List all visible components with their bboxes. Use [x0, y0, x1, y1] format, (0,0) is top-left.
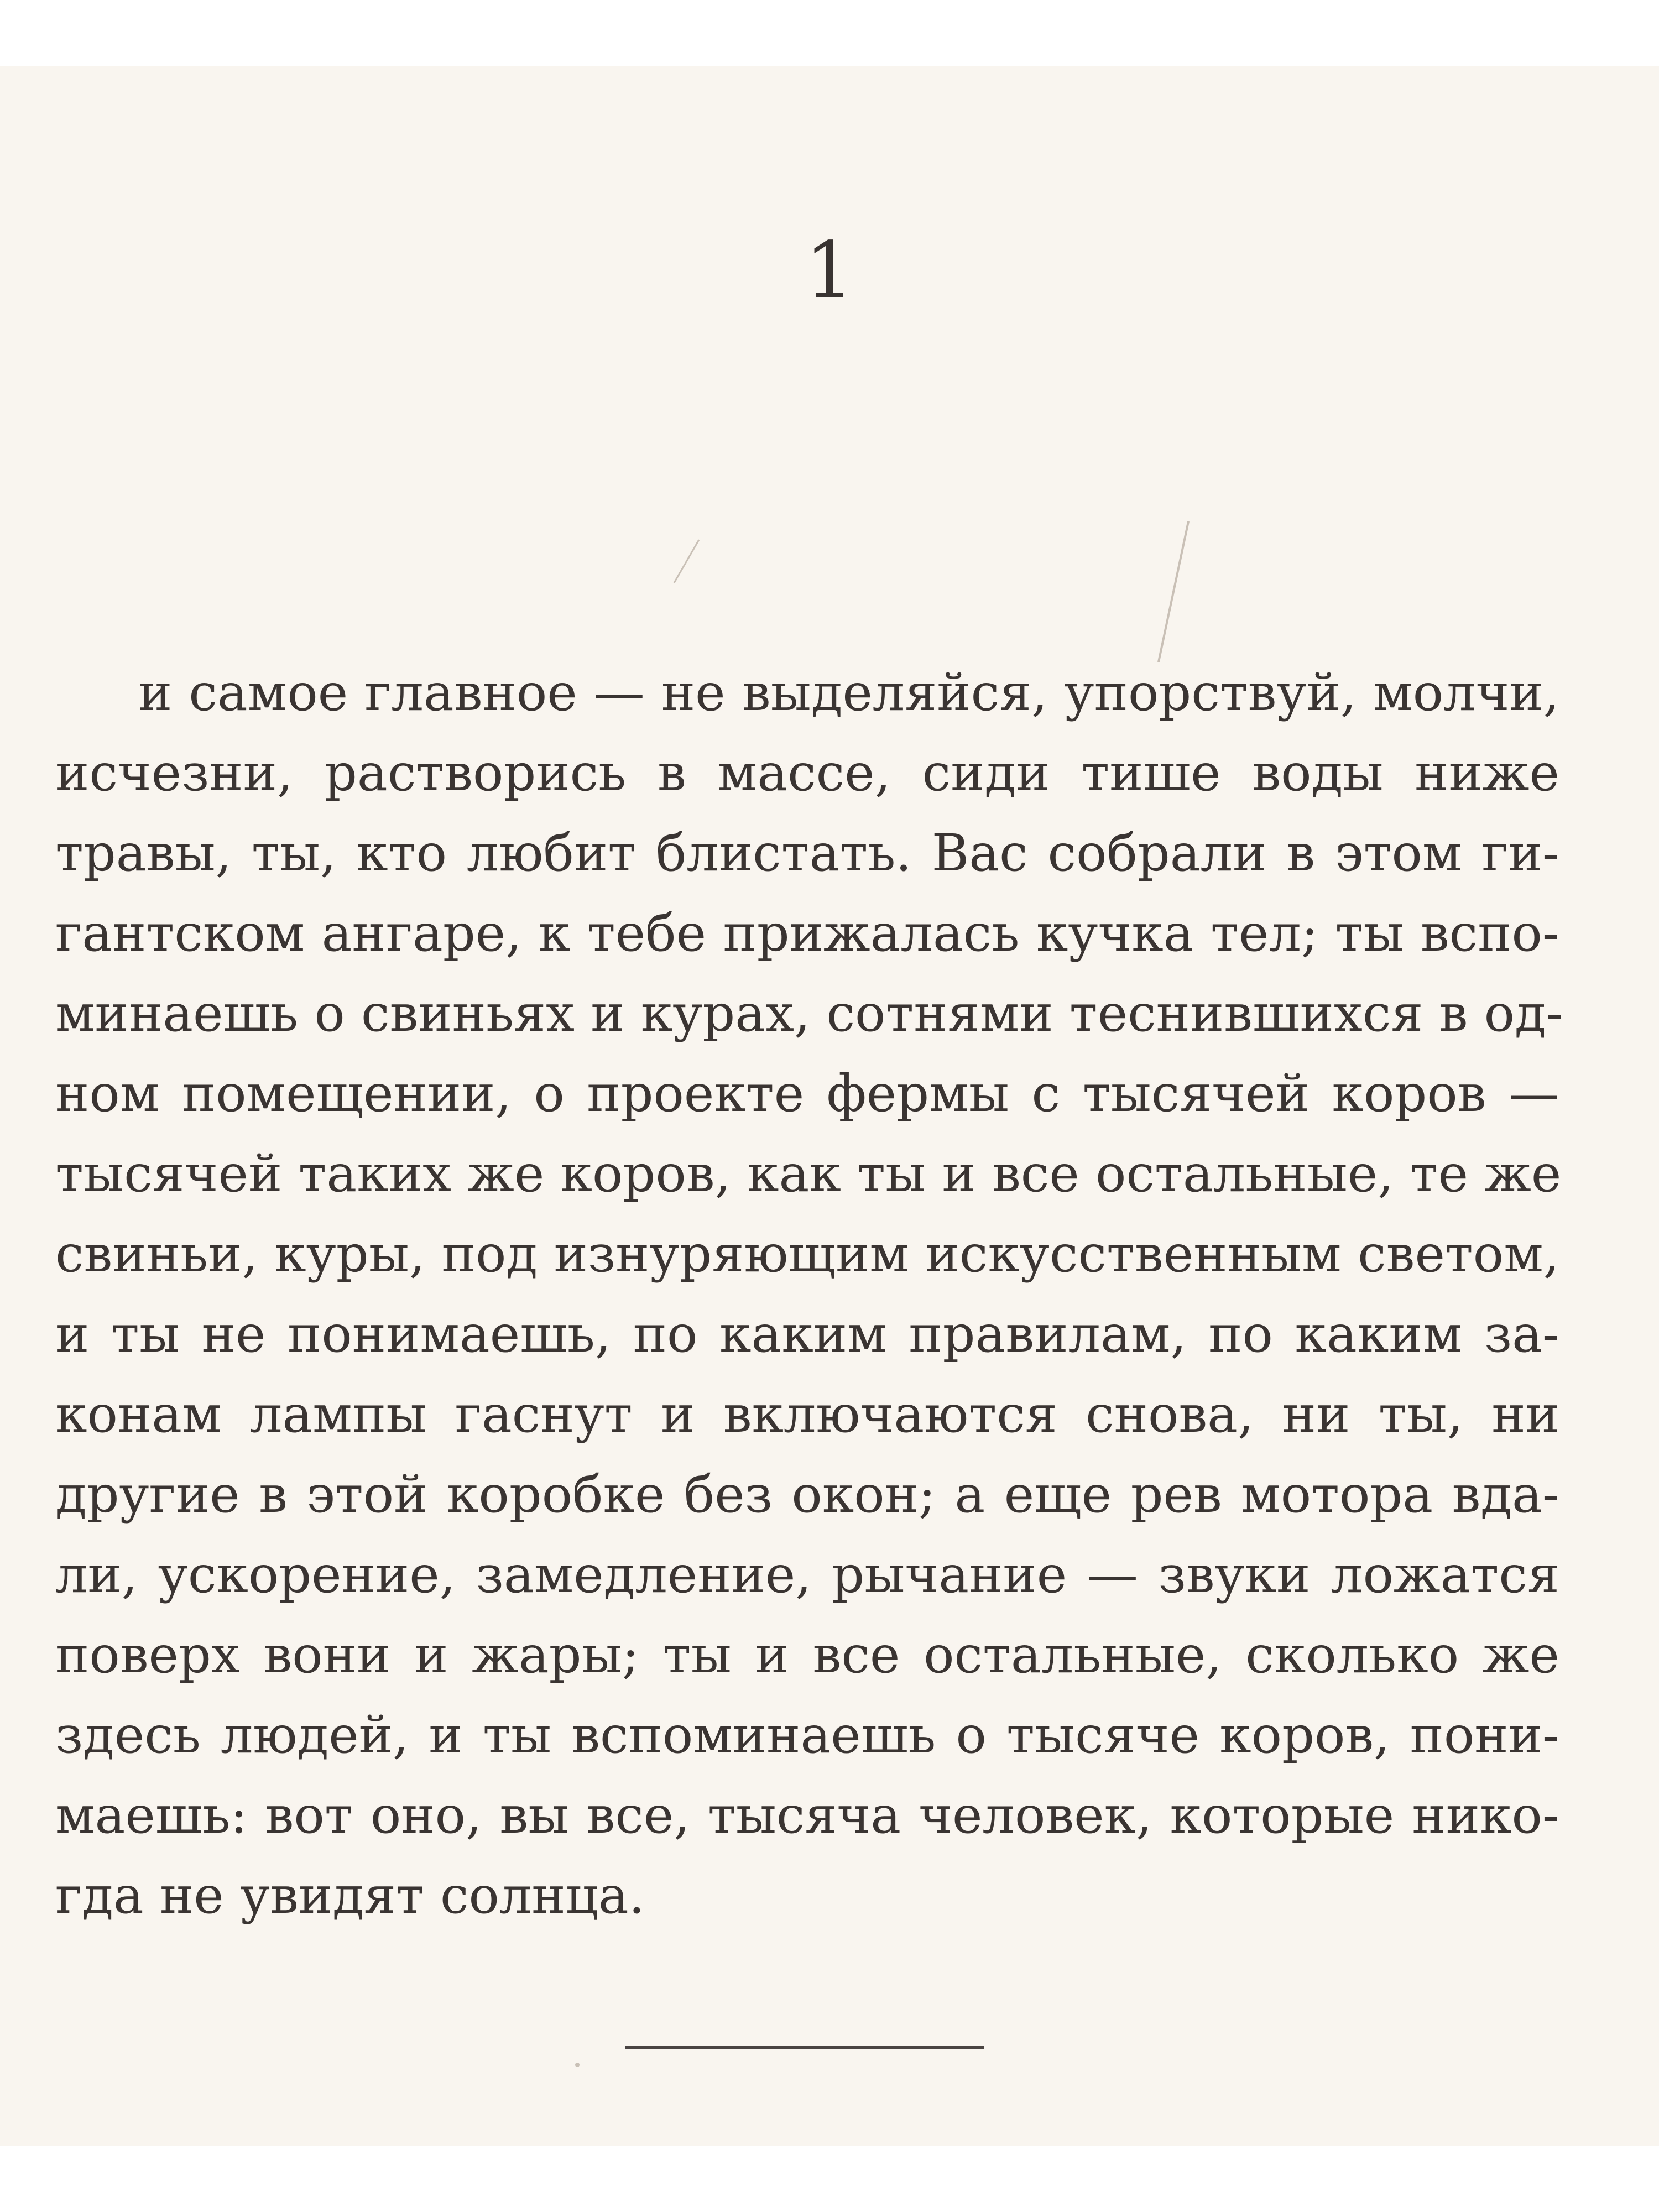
body-paragraph	[55, 653, 1563, 1936]
paper-mark	[1157, 521, 1190, 662]
text-line: конам лампы гаснут и включаются снова, ни ты, ни	[55, 1385, 1559, 1444]
paper-mark	[674, 539, 700, 583]
text-line: и самое главное — не выделяйся, упорствуй, молчи,	[138, 663, 1559, 722]
text-line: травы, ты, кто любит блистать. Вас собрали в этом ги-	[55, 823, 1559, 883]
text-line: свиньи, куры, под изнуряющим искусственным светом,	[55, 1224, 1559, 1284]
text-line: гантском ангаре, к тебе прижалась кучка тел; ты вспо-	[55, 904, 1559, 963]
text-line: ном помещении, о проекте фермы с тысячей коров —	[55, 1064, 1559, 1123]
text-line: минаешь о свиньях и курах, сотнями теснившихся в од-	[55, 984, 1563, 1043]
text-line: и ты не понимаешь, по каким правилам, по каким за-	[55, 1305, 1559, 1364]
text-line: гда не увидят солнца.	[55, 1866, 645, 1925]
chapter-number: 1	[805, 226, 854, 316]
text-line: маешь: вот оно, вы все, тысяча человек, которые нико-	[55, 1786, 1559, 1845]
paper-mark	[575, 2063, 580, 2067]
text-line: тысячей таких же коров, как ты и все остальные, те же	[55, 1144, 1562, 1203]
text-line: исчезни, растворись в массе, сиди тише воды ниже	[55, 743, 1559, 802]
footnote-rule	[625, 2046, 984, 2049]
text-line: поверх вони и жары; ты и все остальные, сколько же	[55, 1625, 1559, 1684]
book-page	[0, 66, 1659, 2146]
text-line: здесь людей, и ты вспоминаешь о тысяче коров, пони-	[55, 1705, 1559, 1765]
text-line: другие в этой коробке без окон; а еще рев мотора вда-	[55, 1465, 1559, 1524]
text-line: ли, ускорение, замедление, рычание — звуки ложатся	[55, 1545, 1559, 1604]
